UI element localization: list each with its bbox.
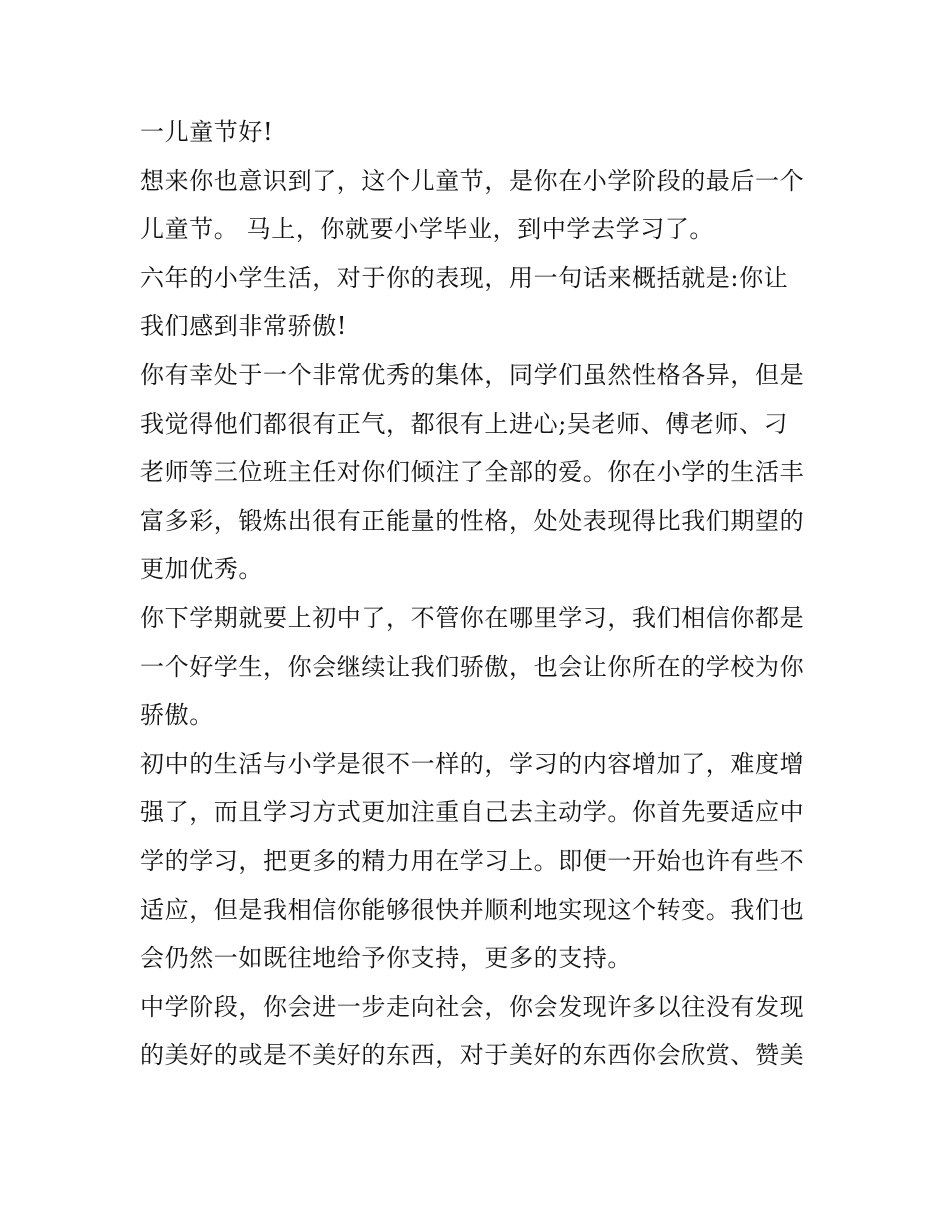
text-line: 强了，而且学习方式更加注重自己去主动学。你首先要适应中 — [140, 798, 805, 827]
text-line: 你下学期就要上初中了，不管你在哪里学习，我们相信你都是 — [140, 603, 805, 632]
paragraph-society — [140, 983, 816, 1080]
letter-body — [140, 108, 816, 1080]
text-line: 适应，但是我相信你能够很快并顺利地实现这个转变。我们也 — [140, 895, 805, 924]
paragraph-middle-school — [140, 594, 816, 740]
text-line: 一个好学生，你会继续让我们骄傲，也会让你所在的学校为你 — [140, 652, 805, 681]
text-line: 初中的生活与小学是很不一样的，学习的内容增加了，难度增 — [140, 749, 805, 778]
paragraph-excellent-class — [140, 351, 816, 594]
text-line: 的美好的或是不美好的东西，对于美好的东西你会欣赏、赞美 — [140, 1041, 805, 1070]
text-line: 中学阶段，你会进一步走向社会，你会发现许多以往没有发现 — [140, 992, 805, 1021]
text-line: 我们感到非常骄傲! — [140, 312, 348, 341]
text-line: 想来你也意识到了，这个儿童节，是你在小学阶段的最后一个 — [140, 166, 805, 195]
paragraph-last-childrens-day — [140, 157, 816, 254]
text-line: 骄傲。 — [140, 701, 214, 730]
text-line: 会仍然一如既往地给予你支持，更多的支持。 — [140, 944, 632, 973]
text-line: 老师等三位班主任对你们倾注了全部的爱。你在小学的生活丰 — [140, 458, 805, 487]
paragraph-junior-high-life — [140, 740, 816, 983]
text-line: 你有幸处于一个非常优秀的集体，同学们虽然性格各异，但是 — [140, 360, 805, 389]
paragraph-six-years — [140, 254, 816, 351]
text-line: 儿童节。 马上，你就要小学毕业，到中学去学习了。 — [140, 215, 715, 244]
text-line: 一儿童节好! — [140, 118, 274, 146]
text-line: 更加优秀。 — [140, 555, 263, 584]
text-line: 学的学习，把更多的精力用在学习上。即便一开始也许有些不 — [140, 846, 805, 875]
text-line: 六年的小学生活，对于你的表现，用一句话来概括就是:你让 — [140, 263, 789, 292]
text-line: 富多彩，锻炼出很有正能量的性格，处处表现得比我们期望的 — [140, 506, 805, 535]
greeting-paragraph — [140, 108, 816, 157]
text-line: 我觉得他们都很有正气，都很有上进心;吴老师、傅老师、刁 — [140, 409, 789, 438]
